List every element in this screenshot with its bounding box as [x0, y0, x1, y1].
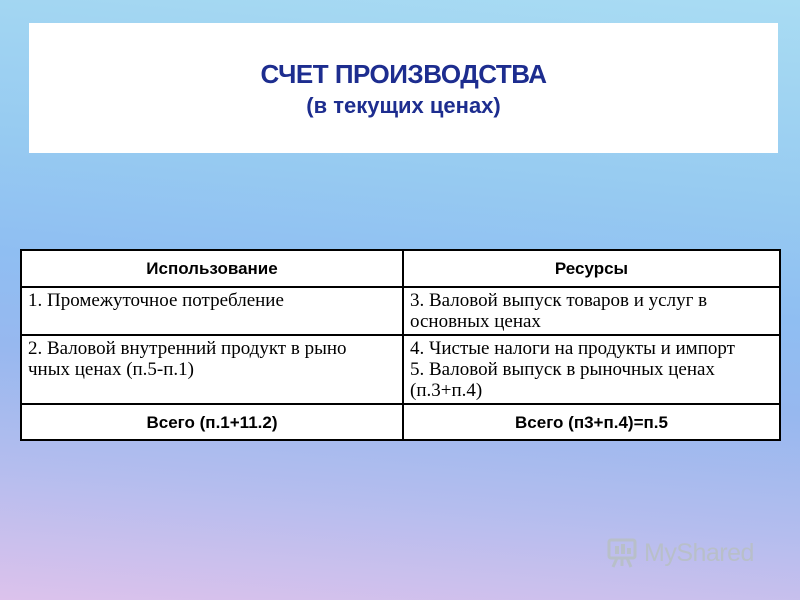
usage-cell: [21, 287, 403, 335]
total-usage: Всего (п.1+11.2): [21, 404, 403, 440]
header-resources: Ресурсы: [403, 250, 780, 287]
resources-cell: [403, 287, 780, 335]
cell-line: 1. Промежуточное потребление: [28, 290, 284, 311]
table-header-row: [21, 250, 780, 287]
title-box: [29, 23, 778, 153]
table-row: [21, 287, 780, 335]
cell-line: 5. Валовой выпуск в рыночных ценах: [410, 359, 715, 380]
slide-title: СЧЕТ ПРОИЗВОДСТВА: [260, 59, 547, 89]
usage-cell: [21, 335, 403, 404]
cell-line: 4. Чистые налоги на продукты и импорт: [410, 338, 735, 359]
total-resources: Всего (п3+п.4)=п.5: [403, 404, 780, 440]
table-row: [21, 335, 780, 404]
presentation-board-icon: [606, 537, 638, 569]
watermark: [606, 537, 754, 569]
cell-line: 3. Валовой выпуск товаров и услуг в: [410, 290, 708, 311]
cell-line: чных ценах (п.5-п.1): [28, 359, 195, 380]
production-account-table: [20, 249, 781, 441]
table-total-row: [21, 404, 780, 440]
cell-line: 2. Валовой внутренний продукт в рыно: [28, 338, 347, 359]
slide-subtitle: (в текущих ценах): [306, 93, 501, 118]
cell-line: (п.3+п.4): [410, 380, 483, 401]
header-usage: Использование: [21, 250, 403, 287]
watermark-text: MyShared: [644, 538, 754, 567]
resources-cell: [403, 335, 780, 404]
cell-line: основных ценах: [410, 311, 541, 332]
